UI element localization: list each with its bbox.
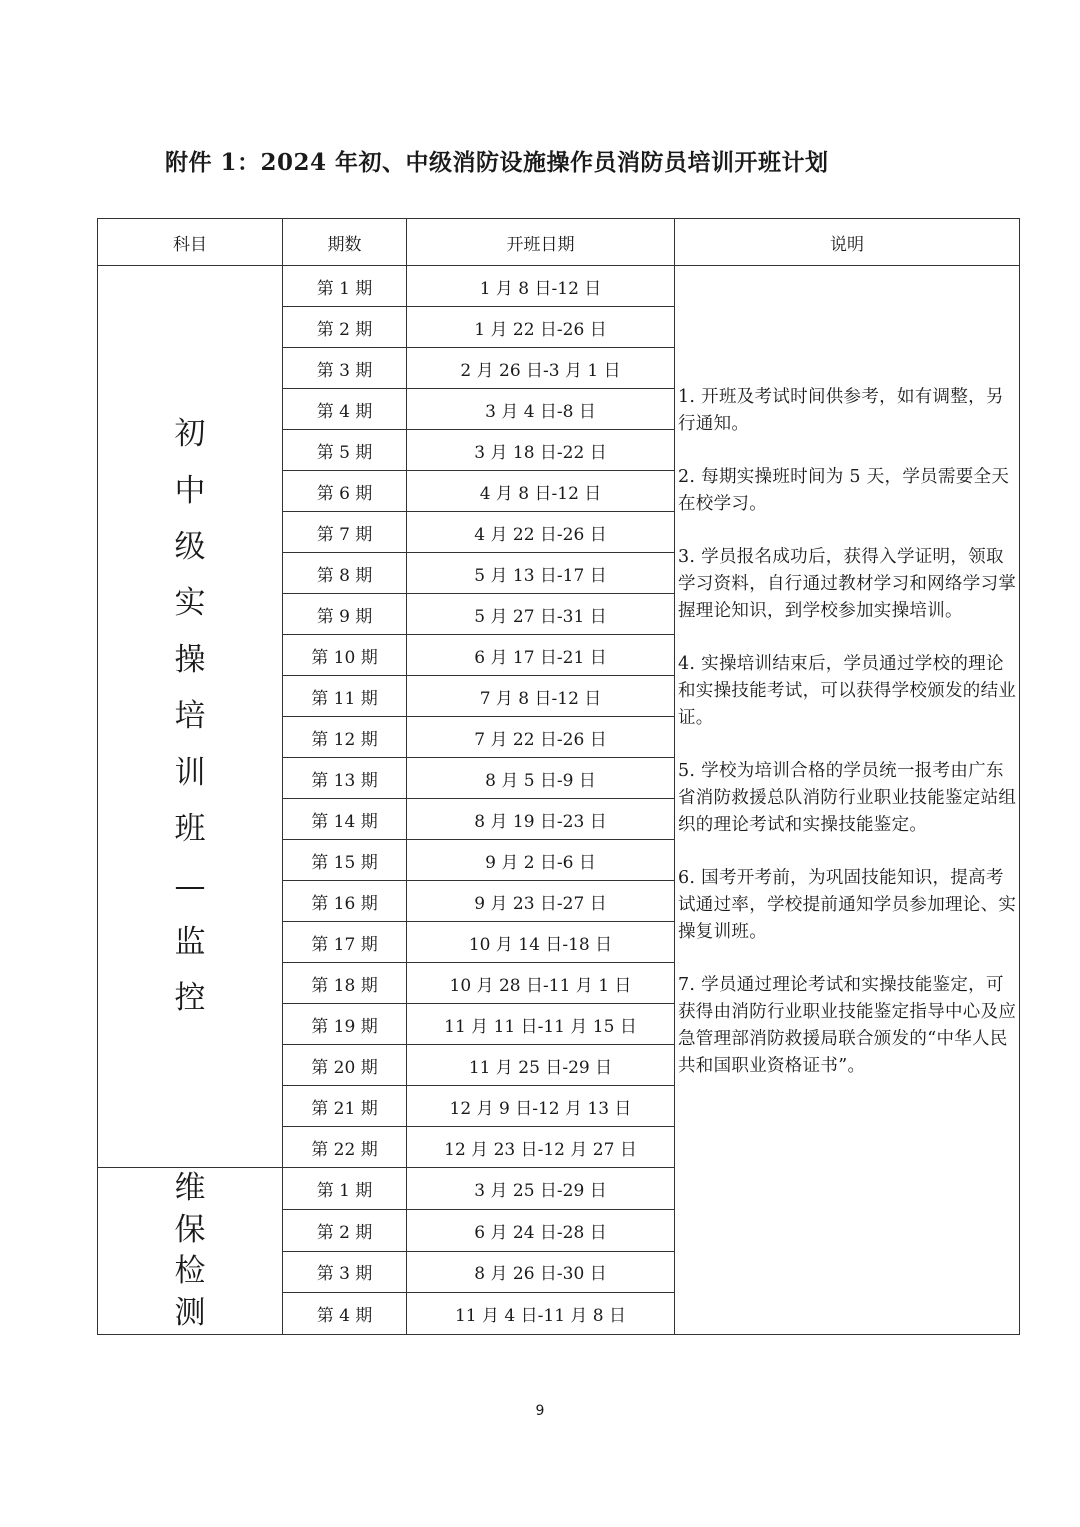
date-cell: 8 月 26 日-30 日 xyxy=(407,1251,675,1293)
period-cell: 第 6 期 xyxy=(283,471,407,512)
period-cell: 第 15 期 xyxy=(283,840,407,881)
date-cell: 11 月 4 日-11 月 8 日 xyxy=(407,1293,675,1335)
date-cell: 3 月 4 日-8 日 xyxy=(407,389,675,430)
subject-char: 培 xyxy=(174,698,206,735)
period-cell: 第 11 期 xyxy=(283,676,407,717)
period-cell: 第 20 期 xyxy=(283,1045,407,1086)
date-cell: 7 月 22 日-26 日 xyxy=(407,717,675,758)
subject-cell-maintenance xyxy=(98,1168,283,1335)
note-item: 7. 学员通过理论考试和实操技能鉴定，可获得由消防行业职业技能鉴定指导中心及应急管理部消防救援局联合颁发的“中华人民共和国职业资格证书”。 xyxy=(678,975,1017,1076)
period-cell: 第 18 期 xyxy=(283,963,407,1004)
date-cell: 9 月 23 日-27 日 xyxy=(407,881,675,922)
date-cell: 2 月 26 日-3 月 1 日 xyxy=(407,348,675,389)
period-cell: 第 14 期 xyxy=(283,799,407,840)
date-cell: 5 月 27 日-31 日 xyxy=(407,594,675,635)
date-cell: 8 月 5 日-9 日 xyxy=(407,758,675,799)
date-cell: 1 月 8 日-12 日 xyxy=(407,266,675,307)
subject-char: 监 xyxy=(174,923,206,960)
period-cell: 第 7 期 xyxy=(283,512,407,553)
date-cell: 3 月 25 日-29 日 xyxy=(407,1168,675,1210)
subject-char: 中 xyxy=(174,472,206,509)
page-number: 9 xyxy=(535,1403,545,1419)
period-cell: 第 8 期 xyxy=(283,553,407,594)
page-title: 附件 1：2024 年初、中级消防设施操作员消防员培训开班计划 xyxy=(165,149,829,176)
date-cell: 12 月 23 日-12 月 27 日 xyxy=(407,1127,675,1168)
period-cell: 第 19 期 xyxy=(283,1004,407,1045)
period-cell: 第 10 期 xyxy=(283,635,407,676)
note-item: 5. 学校为培训合格的学员统一报考由广东省消防救援总队消防行业职业技能鉴定站组织的理论考试和实操技能鉴定。 xyxy=(678,761,1017,835)
period-cell: 第 2 期 xyxy=(283,307,407,348)
header-subject: 科目 xyxy=(98,219,283,266)
subject-char: 检 xyxy=(174,1253,206,1290)
period-cell: 第 1 期 xyxy=(283,1168,407,1210)
header-date: 开班日期 xyxy=(407,219,675,266)
subject-char: 训 xyxy=(174,754,206,791)
period-cell: 第 5 期 xyxy=(283,430,407,471)
date-cell: 9 月 2 日-6 日 xyxy=(407,840,675,881)
date-cell: 10 月 14 日-18 日 xyxy=(407,922,675,963)
period-cell: 第 21 期 xyxy=(283,1086,407,1127)
subject-char: 操 xyxy=(174,641,206,678)
subject-char: 维 xyxy=(174,1170,206,1206)
date-cell: 4 月 22 日-26 日 xyxy=(407,512,675,553)
subject-char: 班 xyxy=(174,811,206,848)
period-cell: 第 4 期 xyxy=(283,1293,407,1335)
period-cell: 第 17 期 xyxy=(283,922,407,963)
date-cell: 10 月 28 日-11 月 1 日 xyxy=(407,963,675,1004)
subject-char: 实 xyxy=(174,585,206,622)
subject-char: 保 xyxy=(174,1211,206,1248)
note-item: 3. 学员报名成功后，获得入学证明，领取学习资料，自行通过教材学习和网络学习掌握理论知识，到学校参加实操培训。 xyxy=(678,547,1017,621)
date-cell: 3 月 18 日-22 日 xyxy=(407,430,675,471)
period-cell: 第 9 期 xyxy=(283,594,407,635)
period-cell: 第 22 期 xyxy=(283,1127,407,1168)
subject-char: — xyxy=(174,867,206,904)
training-schedule-table xyxy=(97,218,1020,1335)
note-item: 2. 每期实操班时间为 5 天，学员需要全天在校学习。 xyxy=(678,467,1010,514)
date-cell: 12 月 9 日-12 月 13 日 xyxy=(407,1086,675,1127)
header-period: 期数 xyxy=(283,219,407,266)
subject-char: 控 xyxy=(174,980,206,1017)
subject-char: 级 xyxy=(174,529,206,566)
note-item: 1. 开班及考试时间供参考，如有调整，另行通知。 xyxy=(678,387,1004,434)
notes-cell xyxy=(675,266,1020,1335)
period-cell: 第 4 期 xyxy=(283,389,407,430)
subject-char: 初 xyxy=(174,416,206,453)
date-cell: 11 月 25 日-29 日 xyxy=(407,1045,675,1086)
date-cell: 1 月 22 日-26 日 xyxy=(407,307,675,348)
period-cell: 第 1 期 xyxy=(283,266,407,307)
date-cell: 7 月 8 日-12 日 xyxy=(407,676,675,717)
date-cell: 6 月 17 日-21 日 xyxy=(407,635,675,676)
date-cell: 6 月 24 日-28 日 xyxy=(407,1209,675,1251)
date-cell: 8 月 19 日-23 日 xyxy=(407,799,675,840)
table-header-row xyxy=(98,219,1020,266)
date-cell: 4 月 8 日-12 日 xyxy=(407,471,675,512)
subject-char: 测 xyxy=(174,1294,206,1331)
period-cell: 第 16 期 xyxy=(283,881,407,922)
date-cell: 11 月 11 日-11 月 15 日 xyxy=(407,1004,675,1045)
period-cell: 第 3 期 xyxy=(283,348,407,389)
header-notes: 说明 xyxy=(675,219,1020,266)
period-cell: 第 13 期 xyxy=(283,758,407,799)
period-cell: 第 2 期 xyxy=(283,1209,407,1251)
note-item: 6. 国考开考前，为巩固技能知识，提高考试通过率，学校提前通知学员参加理论、实操复训班。 xyxy=(678,868,1017,942)
subject-cell-operation xyxy=(98,266,283,1168)
date-cell: 5 月 13 日-17 日 xyxy=(407,553,675,594)
table-row xyxy=(98,266,1020,307)
note-item: 4. 实操培训结束后，学员通过学校的理论和实操技能考试，可以获得学校颁发的结业证。 xyxy=(678,654,1017,728)
period-cell: 第 3 期 xyxy=(283,1251,407,1293)
period-cell: 第 12 期 xyxy=(283,717,407,758)
